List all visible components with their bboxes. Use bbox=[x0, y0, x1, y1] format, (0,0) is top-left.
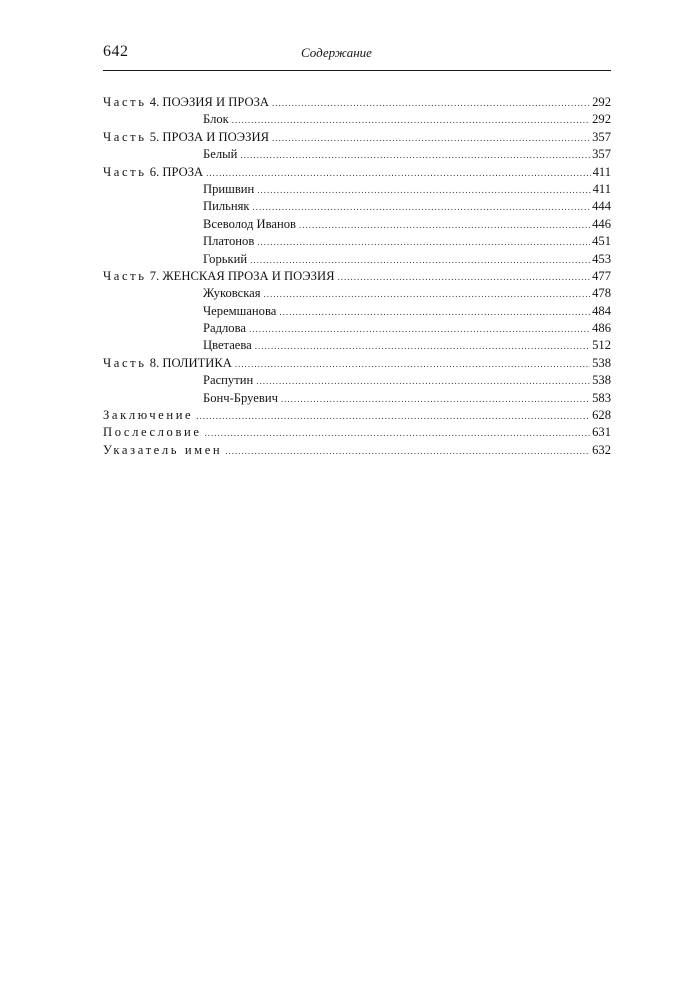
toc-entry[interactable] bbox=[103, 303, 611, 320]
toc-page-number: 292 bbox=[592, 95, 611, 109]
toc-label: Платонов bbox=[203, 234, 255, 249]
toc-entry[interactable] bbox=[103, 320, 611, 337]
dot-leader bbox=[232, 112, 590, 129]
toc-entry[interactable] bbox=[103, 268, 611, 285]
dot-leader bbox=[338, 269, 591, 286]
toc-entry[interactable] bbox=[103, 129, 611, 146]
toc-entry[interactable] bbox=[103, 390, 611, 407]
toc-entry[interactable] bbox=[103, 198, 611, 215]
header-rule bbox=[103, 70, 611, 71]
toc-page-number: 411 bbox=[592, 164, 611, 179]
toc-entry[interactable] bbox=[103, 424, 611, 441]
toc-page-number: 478 bbox=[592, 286, 611, 301]
toc-page-number: 292 bbox=[592, 112, 611, 127]
toc-page-number: 486 bbox=[592, 321, 611, 336]
dot-leader bbox=[257, 182, 590, 199]
dot-leader bbox=[250, 252, 590, 269]
toc-label: Часть 4. ПОЭЗИЯ И ПРОЗА bbox=[103, 95, 269, 109]
dot-leader bbox=[235, 356, 590, 373]
toc-page-number: 628 bbox=[592, 408, 611, 423]
toc-label: Пришвин bbox=[203, 181, 255, 196]
toc-label: Послесловие bbox=[103, 425, 202, 440]
toc-entry[interactable] bbox=[103, 285, 611, 302]
toc-label: Радлова bbox=[203, 321, 246, 336]
toc-label: Пильняк bbox=[203, 199, 250, 214]
toc-label: Бонч-Бруевич bbox=[203, 390, 278, 405]
running-head: Содержание bbox=[301, 45, 372, 60]
dot-leader bbox=[256, 373, 590, 390]
toc-page-number: 453 bbox=[592, 251, 611, 266]
toc-label: Блок bbox=[203, 112, 229, 127]
dot-leader bbox=[249, 321, 590, 338]
dot-leader bbox=[253, 199, 591, 216]
toc-label: Жуковская bbox=[203, 286, 261, 301]
toc-label: Черемшанова bbox=[203, 303, 277, 318]
toc-label: Часть 5. ПРОЗА И ПОЭЗИЯ bbox=[103, 129, 269, 144]
dot-leader bbox=[240, 147, 590, 164]
page-number: 642 bbox=[103, 43, 129, 60]
toc-entry[interactable] bbox=[103, 372, 611, 389]
toc-page-number: 411 bbox=[592, 181, 611, 196]
toc-entry[interactable] bbox=[103, 216, 611, 233]
toc-entry[interactable] bbox=[103, 407, 611, 424]
toc-label: Цветаева bbox=[203, 338, 252, 353]
toc-entry[interactable] bbox=[103, 146, 611, 163]
dot-leader bbox=[206, 165, 590, 182]
toc-label: Заключение bbox=[103, 408, 194, 423]
toc-page-number: 357 bbox=[592, 129, 611, 144]
dot-leader bbox=[281, 391, 590, 408]
dot-leader bbox=[255, 338, 590, 355]
toc-entry[interactable] bbox=[103, 355, 611, 372]
toc-label: Распутин bbox=[203, 373, 254, 388]
table-of-contents bbox=[103, 94, 611, 459]
toc-page-number: 538 bbox=[592, 373, 611, 388]
dot-leader bbox=[257, 234, 590, 251]
dot-leader bbox=[272, 95, 590, 112]
toc-entry[interactable] bbox=[103, 164, 611, 181]
toc-page-number: 444 bbox=[592, 199, 611, 214]
toc-entry[interactable] bbox=[103, 181, 611, 198]
dot-leader bbox=[225, 443, 590, 460]
toc-label: Часть 6. ПРОЗА bbox=[103, 164, 204, 179]
toc-page-number: 583 bbox=[592, 390, 611, 405]
toc-entry[interactable] bbox=[103, 233, 611, 250]
toc-label: Указатель имен bbox=[103, 442, 223, 457]
toc-entry[interactable] bbox=[103, 251, 611, 268]
toc-label: Часть 7. ЖЕНСКАЯ ПРОЗА И ПОЭЗИЯ bbox=[103, 268, 335, 283]
dot-leader bbox=[279, 304, 590, 321]
toc-page-number: 484 bbox=[592, 303, 611, 318]
toc-label: Всеволод Иванов bbox=[203, 216, 296, 231]
toc-page-number: 632 bbox=[592, 442, 611, 457]
toc-page-number: 357 bbox=[592, 147, 611, 162]
toc-page-number: 538 bbox=[592, 355, 611, 370]
toc-entry[interactable] bbox=[103, 337, 611, 354]
toc-page-number: 512 bbox=[592, 338, 611, 353]
dot-leader bbox=[205, 425, 591, 442]
toc-label: Часть 8. ПОЛИТИКА bbox=[103, 355, 232, 370]
toc-entry[interactable] bbox=[103, 94, 611, 111]
dot-leader bbox=[299, 217, 590, 234]
toc-label: Горький bbox=[203, 251, 248, 266]
toc-label: Белый bbox=[203, 147, 238, 162]
dot-leader bbox=[196, 408, 590, 425]
toc-page-number: 477 bbox=[592, 268, 611, 283]
toc-page-number: 446 bbox=[592, 216, 611, 231]
toc-entry[interactable] bbox=[103, 111, 611, 128]
dot-leader bbox=[272, 130, 590, 147]
dot-leader bbox=[264, 286, 591, 303]
toc-page-number: 451 bbox=[592, 234, 611, 249]
toc-page-number: 631 bbox=[592, 425, 611, 440]
toc-entry[interactable] bbox=[103, 442, 611, 459]
